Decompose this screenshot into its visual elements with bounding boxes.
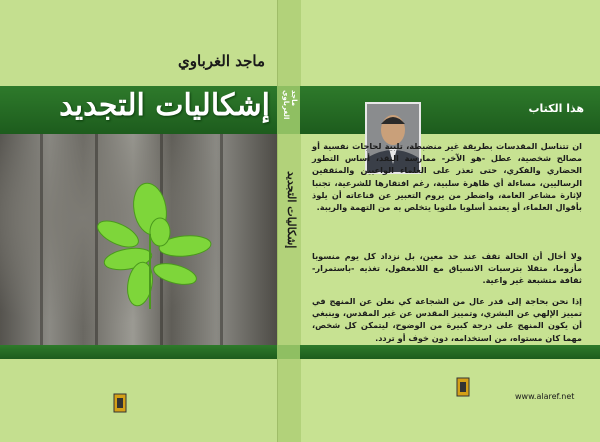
publisher-logo-back: [455, 376, 515, 398]
spine-band-low: [277, 345, 300, 359]
blurb-paragraph-3: إذا نحن بحاجة إلى قدر عال من الشجاعة كي نعلن عن المنهج في تمييز الإلهي عن البشري، وتمييز المقدس عن غير المقدس، وينبغي أن يكون المنهج على درجة كبيرة من الوضوح، ليتمكن كل شخص، مهما كان مستواه، من استخدامه، دون خوف أو تردد.: [312, 296, 582, 343]
sprout-icon: [0, 134, 277, 345]
author-name: ماجد الغرباوي: [178, 52, 265, 70]
publisher-logo-icon: [455, 376, 515, 398]
lower-band: [0, 345, 600, 359]
back-cover: [301, 0, 600, 442]
book-title: إشكاليات التجديد: [59, 88, 270, 123]
blurb-paragraph-1: ان تتناسل المقدسات بطريقة غير منضبطة، تلبية لحاجات نفسية أو مصالح شخصية، عطل -هو الآخر- ممارسة النقد، أساس التطور الحضاري والفكري، حتى تعذر على العلماء الواعيين والمثقفين الرساليين، مساءلة أي ظاهرة سلبية، رغم افتقارها للشرعية، تجنبا لإثارة مشاعر العامة، واضطر من يروم التعبير عن قناعاته أن يلوذ بأقوال العلماء، أو يعتمد أسلوبا ملتويا يتخلص به من التهمة والريبة.: [312, 141, 582, 213]
tree-sprout-image: [0, 134, 277, 345]
publisher-website: www.alaref.net: [515, 392, 575, 401]
blurb-paragraph-2: ولا أخال أن الحالة تقف عند حد معين، بل نزداد كل يوم منسوبا مأزوما، متقلا بترسبات الانسياق مع اللامعقول، تغذيه -باستمرار- ثقافة متشبعة غير واعية.: [312, 251, 582, 286]
spine-author: ماجد الغرباوي: [282, 90, 298, 120]
publisher-logo-icon: [112, 392, 172, 414]
spine-title: إشكاليات التجديد: [285, 171, 298, 249]
about-heading: هذا الكتاب: [528, 102, 584, 115]
publisher-logo-front: [112, 392, 172, 414]
